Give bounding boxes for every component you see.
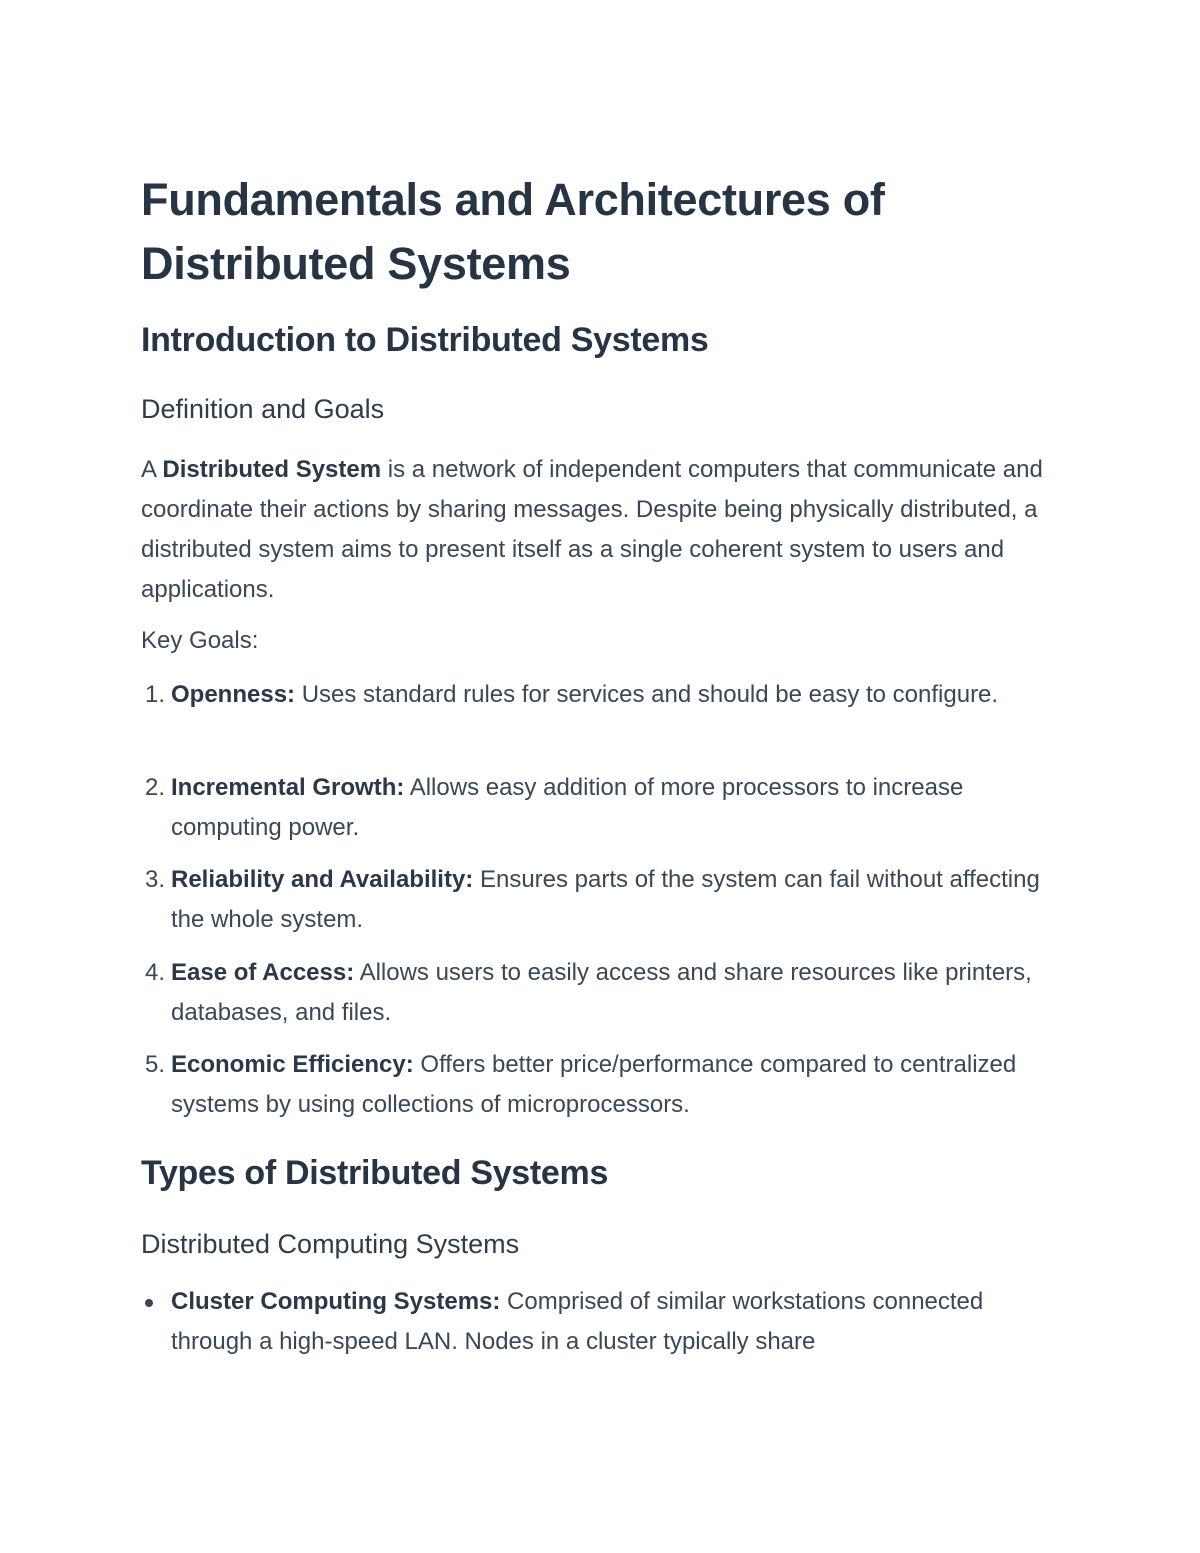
section-heading-introduction: Introduction to Distributed Systems <box>141 321 709 359</box>
list-item <box>141 860 1061 940</box>
list-item-text <box>171 1045 1061 1125</box>
bullet-term: Cluster Computing Systems: <box>171 1288 501 1315</box>
goal-term: Economic Efficiency: <box>171 1051 414 1078</box>
goal-term: Reliability and Availability: <box>171 866 474 893</box>
goal-text: Allows users to easily access and share resources like printers, databases, and files. <box>171 959 1032 1026</box>
subheading-distributed-computing: Distributed Computing Systems <box>141 1229 520 1259</box>
goal-term: Openness: <box>171 681 296 708</box>
goal-text: Ensures parts of the system can fail without affecting the whole system. <box>171 866 1040 933</box>
list-number: 4. <box>145 959 166 986</box>
list-item-text <box>171 953 1061 1033</box>
definition-term: Distributed System <box>162 456 382 483</box>
list-item-text <box>171 675 1061 715</box>
list-item <box>141 675 1061 715</box>
list-number: 1. <box>145 681 166 708</box>
bullet-text: Comprised of similar workstations connected through a high-speed LAN. Nodes in a cluster typically share <box>171 1288 984 1355</box>
document-title: Fundamentals and Architectures of Distributed Systems <box>141 174 885 289</box>
list-number: 2. <box>145 774 166 801</box>
goal-term: Ease of Access: <box>171 959 355 986</box>
list-item <box>141 953 1061 1033</box>
list-number: 5. <box>145 1051 166 1078</box>
definition-paragraph <box>141 450 1061 610</box>
definition-text: is a network of independent computers that communicate and coordinate their actions by sharing messages. Despite being physically distributed, a distributed system aims to present itself as a single coherent system to users and applications. <box>141 456 1043 603</box>
goal-text: Offers better price/performance compared to centralized systems by using collections of microprocessors. <box>171 1051 1017 1118</box>
list-number: 3. <box>145 866 166 893</box>
list-item <box>141 1282 1061 1362</box>
key-goals-label: Key Goals: <box>141 627 259 654</box>
subheading-definition-goals: Definition and Goals <box>141 394 385 424</box>
list-item <box>141 768 1061 848</box>
list-item-text <box>171 1282 1061 1362</box>
list-item <box>141 1045 1061 1125</box>
list-item-text <box>171 860 1061 940</box>
definition-prefix: A <box>141 456 163 483</box>
goal-text: Uses standard rules for services and should be easy to configure. <box>295 681 999 708</box>
goal-term: Incremental Growth: <box>171 774 405 801</box>
bullet-icon <box>145 1299 153 1307</box>
goal-text: Allows easy addition of more processors to increase computing power. <box>171 774 964 841</box>
section-heading-types: Types of Distributed Systems <box>141 1154 609 1192</box>
list-item-text <box>171 768 1061 848</box>
